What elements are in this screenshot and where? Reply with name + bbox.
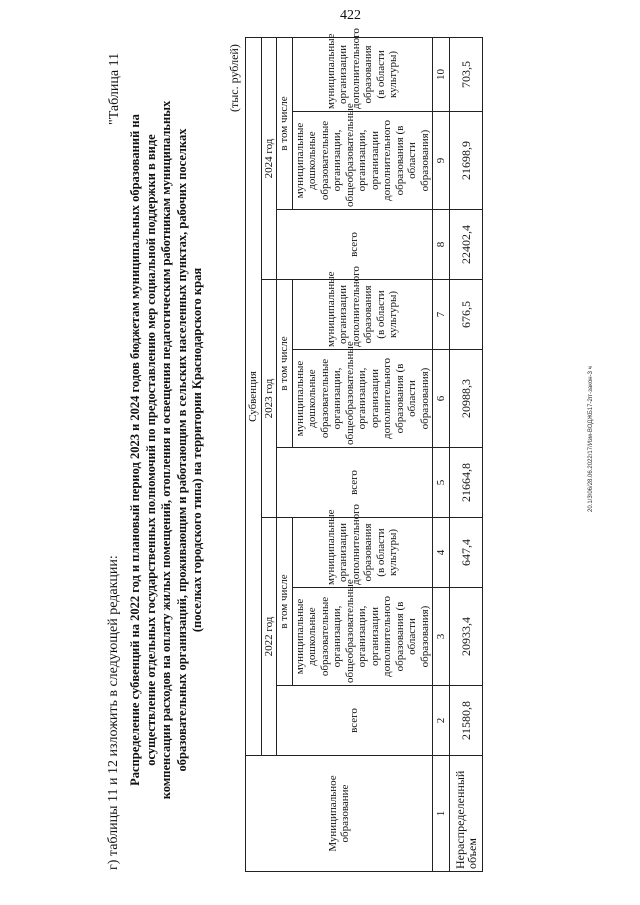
header-total-2024: всего bbox=[277, 210, 433, 280]
header-culture-2023: муниципальные организации дополнительного образования (в области культуры) bbox=[292, 280, 433, 350]
header-total-2023: всего bbox=[277, 448, 433, 518]
header-culture-2024: муниципальные организации дополнительного образования (в области культуры) bbox=[292, 37, 433, 111]
col-number: 2 bbox=[433, 686, 450, 756]
cell-value: 22402,4 bbox=[450, 210, 483, 280]
page-number: 422 bbox=[340, 8, 361, 23]
header-preschool-2023: муниципальные дошкольные образовательные организации, общеобразовательные организации, организации дополнительного образования (в области образования) bbox=[292, 350, 433, 448]
row-label: Нераспределенный объем bbox=[450, 756, 483, 872]
cell-value: 20988,3 bbox=[450, 350, 483, 448]
header-total-2022: всего bbox=[277, 686, 433, 756]
rotated-page-content bbox=[10, 20, 590, 890]
header-culture-2022: муниципальные организации дополнительного образования (в области культуры) bbox=[292, 518, 433, 588]
cell-value: 21664,8 bbox=[450, 448, 483, 518]
table-row bbox=[450, 37, 483, 871]
col-number: 10 bbox=[433, 37, 450, 111]
header-municipality: Муниципальное образование bbox=[246, 756, 433, 872]
header-including-2024: в том числе bbox=[277, 37, 293, 209]
header-subvention: Субвенция bbox=[246, 37, 262, 755]
col-number: 7 bbox=[433, 280, 450, 350]
col-number: 8 bbox=[433, 210, 450, 280]
header-including-2022: в том числе bbox=[277, 518, 293, 686]
subvention-table bbox=[245, 28, 483, 872]
header-year-2023: 2023 год bbox=[261, 280, 277, 518]
table-heading: Распределение субвенций на 2022 год и плановый период 2023 и 2024 годов бюджетам муниципальных образований на осуществление отдельных государственных полномочий по предоставлению мер социальной поддержки в виде компенсации расходов на оплату жилых помещений, отопления и освещения педагогическим работникам муниципальных образовательных организаций, проживающим и работающим в сельских населенных пунктах, рабочих поселках (поселках городского типа) на территории Краснодарского края bbox=[128, 100, 204, 800]
footer-code: 20.1/3\06/28.06.2022/17/Изм-ВОДЖБ17-2гг-закон-3 ч bbox=[588, 366, 594, 512]
unit-label: (тыс. рублей) bbox=[227, 44, 241, 112]
header-year-2024: 2024 год bbox=[261, 37, 277, 279]
col-number: 4 bbox=[433, 518, 450, 588]
intro-text: г) таблицы 11 и 12 изложить в следующей редакции: bbox=[106, 555, 121, 870]
col-number: 3 bbox=[433, 588, 450, 686]
header-preschool-2024: муниципальные дошкольные образовательные организации, общеобразовательные организации, организации дополнительного образования (в области образования) bbox=[292, 112, 433, 210]
header-preschool-2022: муниципальные дошкольные образовательные организации, общеобразовательные организации, организации дополнительного образования (в области образования) bbox=[292, 588, 433, 686]
header-including-2023: в том числе bbox=[277, 280, 293, 448]
cell-value: 21580,8 bbox=[450, 686, 483, 756]
col-number: 5 bbox=[433, 448, 450, 518]
cell-value: 647,4 bbox=[450, 518, 483, 588]
table-label: "Таблица 11 bbox=[107, 52, 122, 125]
cell-value: 703,5 bbox=[450, 37, 483, 111]
cell-value: 20933,4 bbox=[450, 588, 483, 686]
cell-value: 21698,9 bbox=[450, 112, 483, 210]
header-year-2022: 2022 год bbox=[261, 518, 277, 756]
col-number: 9 bbox=[433, 112, 450, 210]
cell-value: 676,5 bbox=[450, 280, 483, 350]
col-number: 6 bbox=[433, 350, 450, 448]
col-number: 1 bbox=[433, 756, 450, 872]
